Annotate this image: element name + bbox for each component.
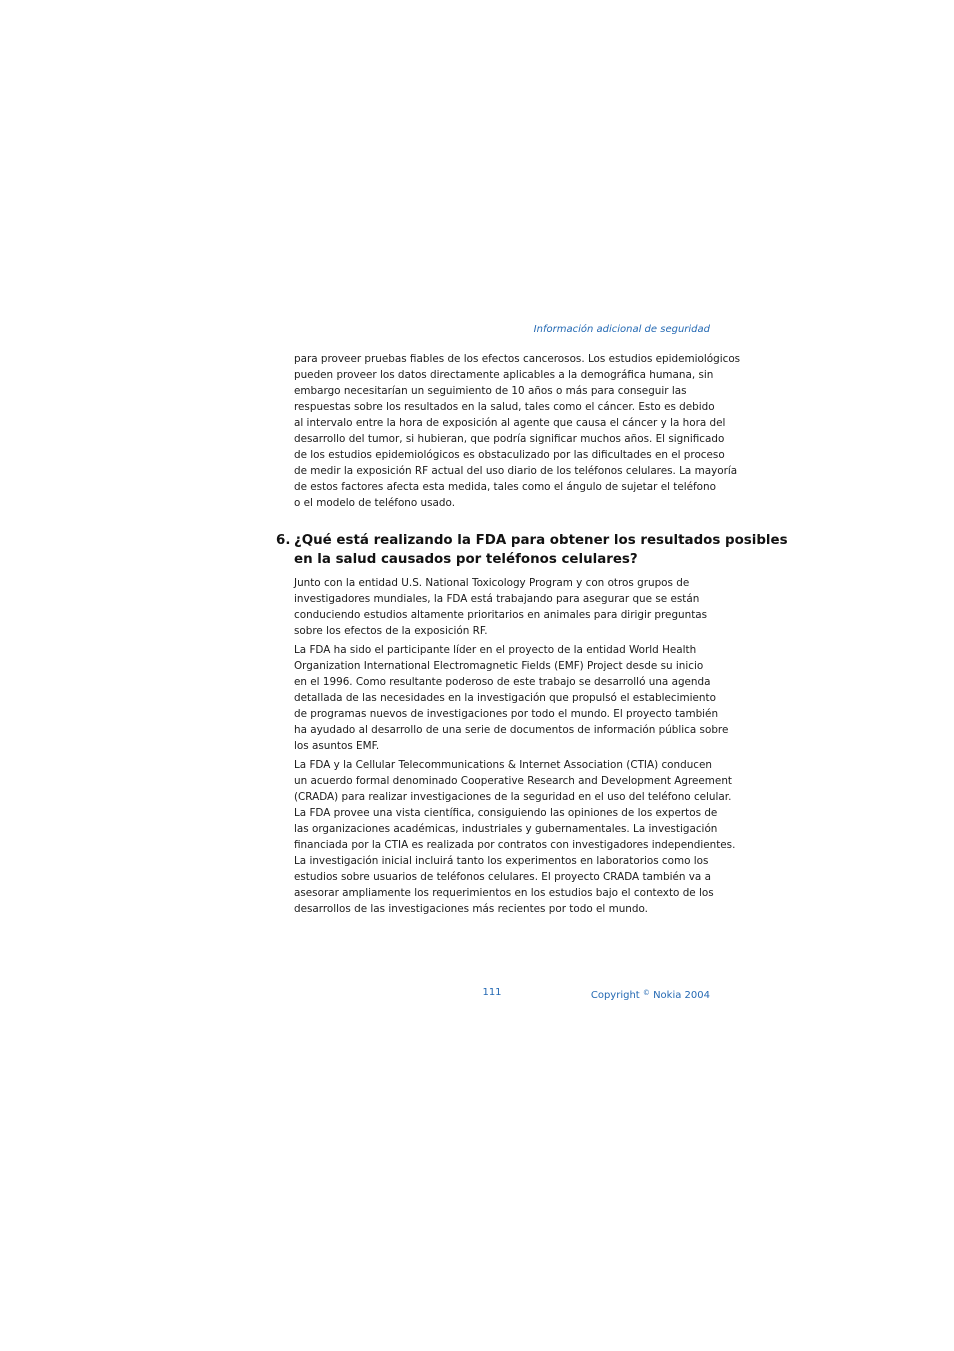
text-line: al intervalo entre la hora de exposición al agente que causa el cáncer y la hora del xyxy=(294,417,726,429)
text-line: asesorar ampliamente los requerimientos en los estudios bajo el contexto de los xyxy=(294,887,714,899)
text-line: o el modelo de teléfono usado. xyxy=(294,497,455,509)
copyright-symbol: © xyxy=(642,989,650,997)
text-line: La investigación inicial incluirá tanto los experimentos en laboratorios como los xyxy=(294,855,709,867)
copyright-notice xyxy=(560,986,710,1003)
text-line: Organization International Electromagnetic Fields (EMF) Project desde su inicio xyxy=(294,660,704,672)
section-paragraph-1 xyxy=(294,575,712,639)
text-line: de los estudios epidemiológicos es obstaculizado por las dificultades en el proceso xyxy=(294,449,725,461)
text-line: de medir la exposición RF actual del uso diario de los teléfonos celulares. La mayoría xyxy=(294,465,738,477)
text-line: financiada por la CTIA es realizada por contratos con investigadores independientes. xyxy=(294,839,736,851)
copyright-prefix: Copyright xyxy=(590,990,643,1001)
section-paragraph-2 xyxy=(294,642,729,754)
text-line: las organizaciones académicas, industriales y gubernamentales. La investigación xyxy=(294,823,718,835)
text-line: desarrollos de las investigaciones más recientes por todo el mundo. xyxy=(294,903,648,915)
page-number: 111 xyxy=(482,987,502,998)
running-header: Información adicional de seguridad xyxy=(533,324,710,335)
section-paragraph-3 xyxy=(294,757,736,917)
text-line: un acuerdo formal denominado Cooperative Research and Development Agreement xyxy=(294,775,732,787)
text-line: de estos factores afecta esta medida, tales como el ángulo de sujetar el teléfono xyxy=(294,481,716,493)
text-line: embargo necesitarían un seguimiento de 10 años o más para conseguir las xyxy=(294,385,687,397)
intro-paragraph xyxy=(294,351,741,511)
text-line: La FDA ha sido el participante líder en el proyecto de la entidad World Health xyxy=(294,644,697,656)
page-content xyxy=(276,351,788,917)
section-heading-line: ¿Qué está realizando la FDA para obtener los resultados posibles xyxy=(294,533,788,548)
section-heading xyxy=(276,531,788,569)
text-line: respuestas sobre los resultados en la salud, tales como el cáncer. Esto es debido xyxy=(294,401,715,413)
section-number: 6. xyxy=(276,533,291,548)
text-line: de programas nuevos de investigaciones por todo el mundo. El proyecto también xyxy=(294,708,719,720)
text-line: investigadores mundiales, la FDA está trabajando para asegurar que se están xyxy=(294,593,700,605)
text-line: para proveer pruebas fiables de los efectos cancerosos. Los estudios epidemiológicos xyxy=(294,353,741,365)
text-line: conduciendo estudios altamente prioritarios en animales para dirigir preguntas xyxy=(294,609,708,621)
text-line: desarrollo del tumor, si hubieran, que podría significar muchos años. El significado xyxy=(294,433,725,445)
text-line: La FDA provee una vista científica, consiguiendo las opiniones de los expertos de xyxy=(294,807,718,819)
text-line: (CRADA) para realizar investigaciones de la seguridad en el uso del teléfono celular. xyxy=(294,791,732,803)
text-line: ha ayudado al desarrollo de una serie de documentos de información pública sobre xyxy=(294,724,729,736)
text-line: Junto con la entidad U.S. National Toxicology Program y con otros grupos de xyxy=(294,577,690,589)
copyright-suffix: Nokia 2004 xyxy=(649,990,710,1001)
section-heading-line: en la salud causados por teléfonos celulares? xyxy=(294,552,638,567)
text-line: La FDA y la Cellular Telecommunications & Internet Association (CTIA) conducen xyxy=(294,759,712,771)
text-line: detallada de las necesidades en la investigación que propulsó el establecimiento xyxy=(294,692,716,704)
text-line: los asuntos EMF. xyxy=(294,740,380,752)
text-line: sobre los efectos de la exposición RF. xyxy=(294,625,488,637)
text-line: en el 1996. Como resultante poderoso de este trabajo se desarrolló una agenda xyxy=(294,676,711,688)
text-line: estudios sobre usuarios de teléfonos celulares. El proyecto CRADA también va a xyxy=(294,871,711,883)
text-line: pueden proveer los datos directamente aplicables a la demográfica humana, sin xyxy=(294,369,714,381)
